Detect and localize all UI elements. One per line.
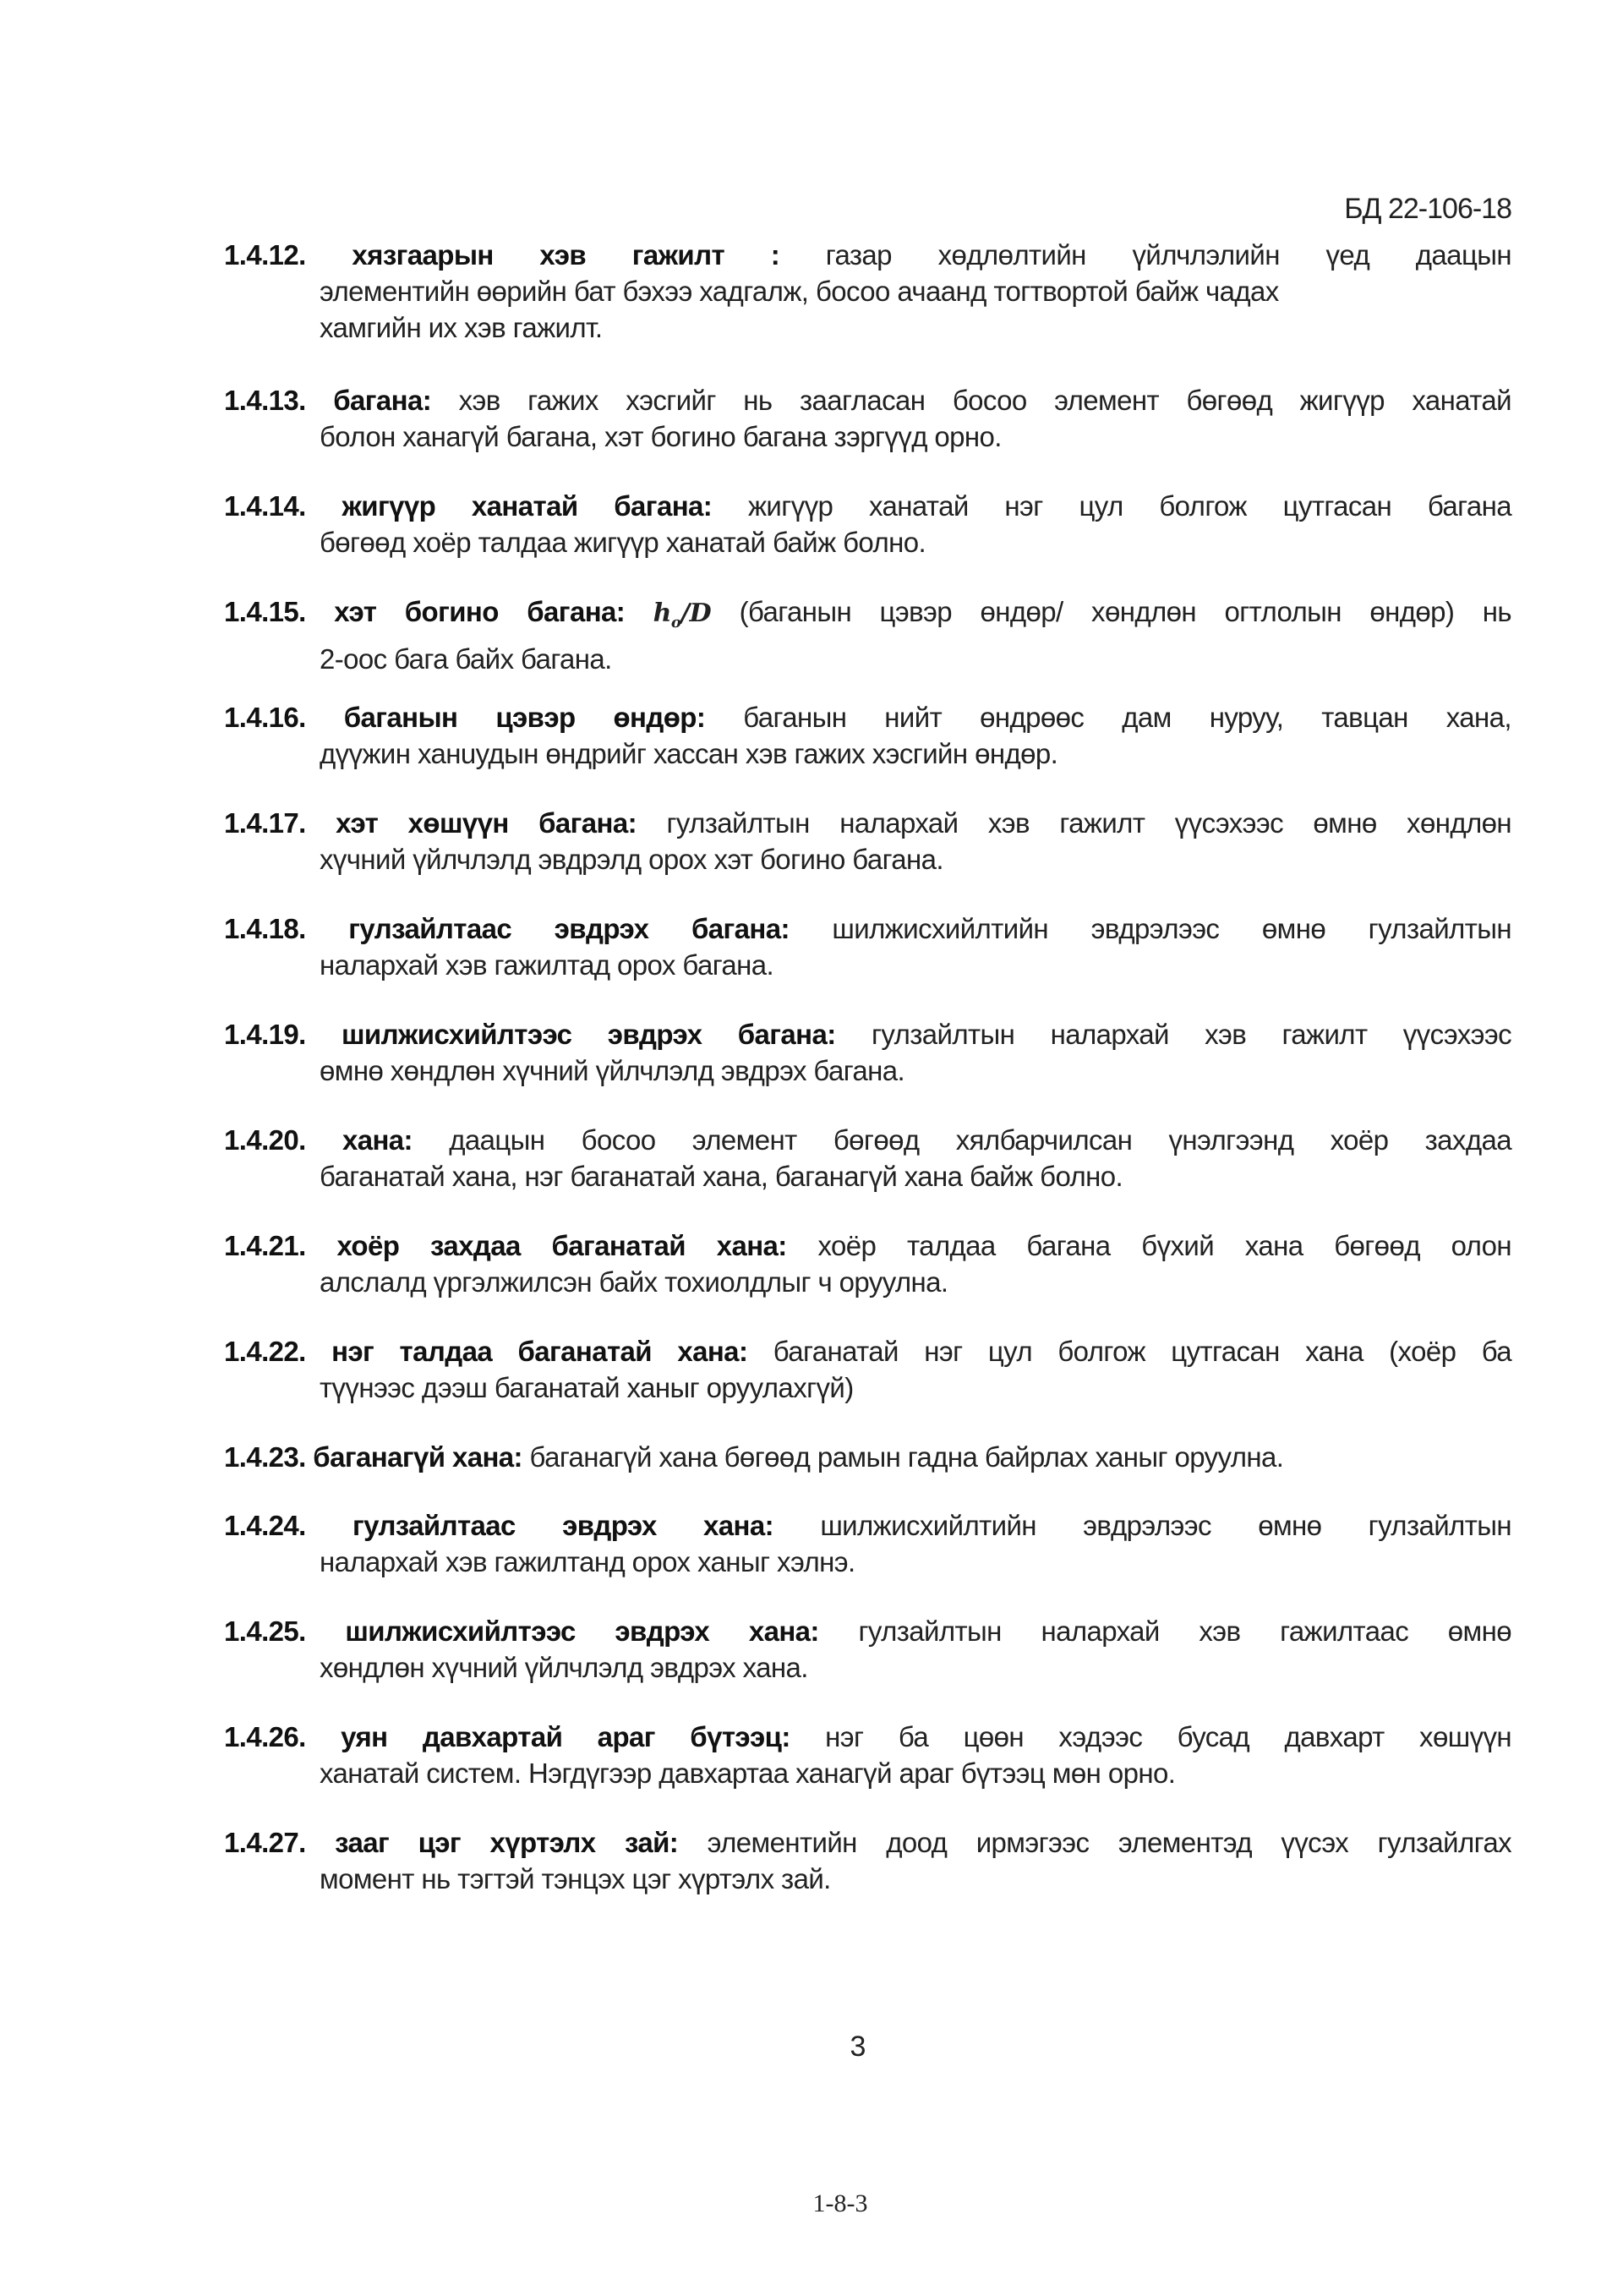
clause-number: 1.4.26.: [224, 1721, 306, 1752]
definition-continuation: ханатай систем. Нэгдүгээр давхартаа ханагүй араг бүтээц мөн орно.: [320, 1758, 1176, 1789]
clause-number: 1.4.16.: [224, 702, 306, 733]
clause-number: 1.4.25.: [224, 1615, 306, 1647]
definition-entry: [224, 488, 1511, 560]
clause-number: 1.4.17.: [224, 807, 306, 839]
definition-entry: [224, 805, 1511, 877]
definition-entry: [224, 1439, 1511, 1475]
definition-entry: [224, 1122, 1511, 1194]
defined-term: хэт богино багана:: [334, 596, 626, 627]
definition-continuation: болон ханагүй багана, хэт богино багана зэргүүд орно.: [320, 421, 1002, 452]
defined-term: хана:: [342, 1124, 413, 1156]
definition-first-line: [224, 1227, 1511, 1264]
definition-continuation: налархай хэв гажилтанд орох ханыг хэлнэ.: [320, 1546, 855, 1577]
definition-text: баганагүй хана бөгөөд рамын гадна байрлах ханыг оруулна.: [529, 1441, 1284, 1473]
definition-text: гулзайлтын налархай хэв гажилтаас өмнө: [858, 1615, 1511, 1647]
definition-first-line: [224, 1016, 1511, 1052]
definition-text: шилжисхийлтийн эвдрэлээс өмнө гулзайлтын: [820, 1510, 1511, 1541]
definition-text: (баганын цэвэр өндөр/ хөндлөн огтлолын өндөр) нь: [739, 596, 1512, 627]
definition-entry: [224, 1016, 1511, 1089]
definition-first-line: [224, 1333, 1511, 1369]
definition-continuation: налархай хэв гажилтад орох багана.: [320, 949, 774, 981]
definition-continuation: өмнө хөндлөн хүчний үйлчлэлд эвдрэх багана.: [320, 1055, 905, 1086]
clause-number: 1.4.27.: [224, 1827, 306, 1858]
definition-continuation: дүүжин ханuудын өндрийг хассан хэв гажих хэсгийн өндөр.: [320, 738, 1058, 769]
definition-entry: [224, 1719, 1511, 1791]
definition-continuation: хөндлөн хүчний үйлчлэлд эвдрэх хана.: [320, 1652, 808, 1683]
clause-number: 1.4.21.: [224, 1230, 306, 1261]
definition-continuation: хамгийн их хэв гажилт.: [320, 312, 603, 343]
clause-number: 1.4.13.: [224, 385, 306, 416]
definition-continuation: хүчний үйлчлэлд эвдрэлд орох хэт богино багана.: [320, 844, 943, 875]
definition-continuation: 2-оос бага байх багана.: [320, 643, 612, 675]
defined-term: уян давхартай араг бүтээц:: [341, 1721, 790, 1752]
definition-text: хоёр талдаа багана бүхий хана бөгөөд олон: [817, 1230, 1512, 1261]
definition-text: шилжисхийлтийн эвдрэлээс өмнө гулзайлтын: [832, 913, 1511, 944]
definition-text: газар хөдлөлтийн үйлчлэлийн үед даацын: [825, 239, 1511, 271]
formula: $h_o/D$: [653, 599, 712, 631]
clause-number: 1.4.19.: [224, 1019, 306, 1050]
definition-entry: [224, 1333, 1511, 1406]
defined-term: зааг цэг хүртэлх зай:: [335, 1827, 679, 1858]
definition-first-line: [224, 1122, 1511, 1158]
definition-text: гулзайлтын налархай хэв гажилт үүсэхээс: [871, 1019, 1511, 1050]
defined-term: багана:: [333, 385, 432, 416]
definition-text: даацын босоо элемент бөгөөд хялбарчилсан үнэлгээнд хоёр захдаа: [449, 1124, 1511, 1156]
clause-number: 1.4.12.: [224, 239, 306, 271]
definition-continuation: момент нь тэгтэй тэнцэх цэг хүртэлх зай.: [320, 1863, 831, 1894]
definition-continuation: түүнээс дээш баганатай ханыг оруулахгүй): [320, 1372, 854, 1403]
defined-term: шилжисхийлтээс эвдрэх багана:: [342, 1019, 836, 1050]
defined-term: хэт хөшүүн багана:: [336, 807, 637, 839]
definition-text: гулзайлтын налархай хэв гажилт үүсэхээс өмнө хөндлөн: [666, 807, 1512, 839]
definition-continuation: элементийн өөрийн бат бэхээ хадгалж, босоо ачаанд тогтвортой байж чадах: [320, 276, 1279, 307]
defined-term: баганын цэвэр өндөр:: [343, 702, 706, 733]
defined-term: жигүүр ханатай багана:: [342, 490, 713, 522]
clause-number: 1.4.20.: [224, 1124, 306, 1156]
definition-first-line: [224, 1507, 1511, 1544]
definition-first-line: [224, 382, 1511, 418]
definition-entry: [224, 593, 1511, 677]
definition-continuation: баганатай хана, нэг баганатай хана, баганагүй хана байж болно.: [320, 1161, 1123, 1192]
definition-first-line: [224, 237, 1511, 273]
clause-number: 1.4.15.: [224, 596, 306, 627]
clause-number: 1.4.18.: [224, 913, 306, 944]
definition-entry: [224, 1227, 1511, 1300]
definition-continuation: алслалд үргэлжилсэн байх тохиолдлыг ч оруулна.: [320, 1266, 948, 1298]
definition-text: нэг ба цөөн хэдээс бусад давхарт хөшүүн: [825, 1721, 1511, 1752]
definition-entry: [224, 1507, 1511, 1580]
definition-first-line: [224, 805, 1511, 841]
defined-term: гулзайлтаас эвдрэх хана:: [352, 1510, 774, 1541]
defined-term: хязгаарын хэв гажилт :: [352, 239, 780, 271]
definition-first-line: [224, 699, 1511, 735]
defined-term: шилжисхийлтээс эвдрэх хана:: [345, 1615, 819, 1647]
clause-number: 1.4.14.: [224, 490, 306, 522]
definition-first-line: [224, 593, 1511, 641]
definition-first-line: [224, 1613, 1511, 1649]
definition-entry: [224, 237, 1511, 346]
definition-entry: [224, 1613, 1511, 1686]
definition-entry: [224, 382, 1511, 455]
footer-code: 1-8-3: [812, 2189, 868, 2217]
definition-first-line: [224, 1824, 1511, 1861]
clause-number: 1.4.24.: [224, 1510, 306, 1541]
definition-continuation: бөгөөд хоёр талдаа жигүүр ханатай байж болно.: [320, 527, 926, 558]
definition-first-line: [224, 1719, 1511, 1755]
defined-term: гулзайлтаас эвдрэх багана:: [348, 913, 790, 944]
definition-text: баганатай нэг цул болгож цутгасан хана (хоёр ба: [773, 1336, 1511, 1367]
definition-text: баганын нийт өндрөөс дам нуруу, тавцан хана,: [743, 702, 1511, 733]
definition-entry: [224, 1824, 1511, 1897]
defined-term: хоёр захдаа баганатай хана:: [336, 1230, 787, 1261]
definition-text: жигүүр ханатай нэг цул болгож цутгасан багана: [747, 490, 1512, 522]
clause-number: 1.4.23.: [224, 1441, 306, 1473]
definition-entry: [224, 699, 1511, 772]
defined-term: нэг талдаа баганатай хана:: [331, 1336, 748, 1367]
definition-entry: [224, 910, 1511, 983]
definition-first-line: [224, 488, 1511, 524]
page-number: 3: [850, 2031, 866, 2063]
document-code: БД 22-106-18: [1344, 193, 1511, 225]
definition-text: элементийн доод ирмэгээс элементэд үүсэх гулзайлгах: [707, 1827, 1511, 1858]
clause-number: 1.4.22.: [224, 1336, 306, 1367]
definition-text: хэв гажих хэсгийг нь заагласан босоо элемент бөгөөд жигүүр ханатай: [458, 385, 1512, 416]
defined-term: баганагүй хана:: [313, 1441, 522, 1473]
definition-first-line: [224, 1439, 1511, 1475]
definition-first-line: [224, 910, 1511, 947]
